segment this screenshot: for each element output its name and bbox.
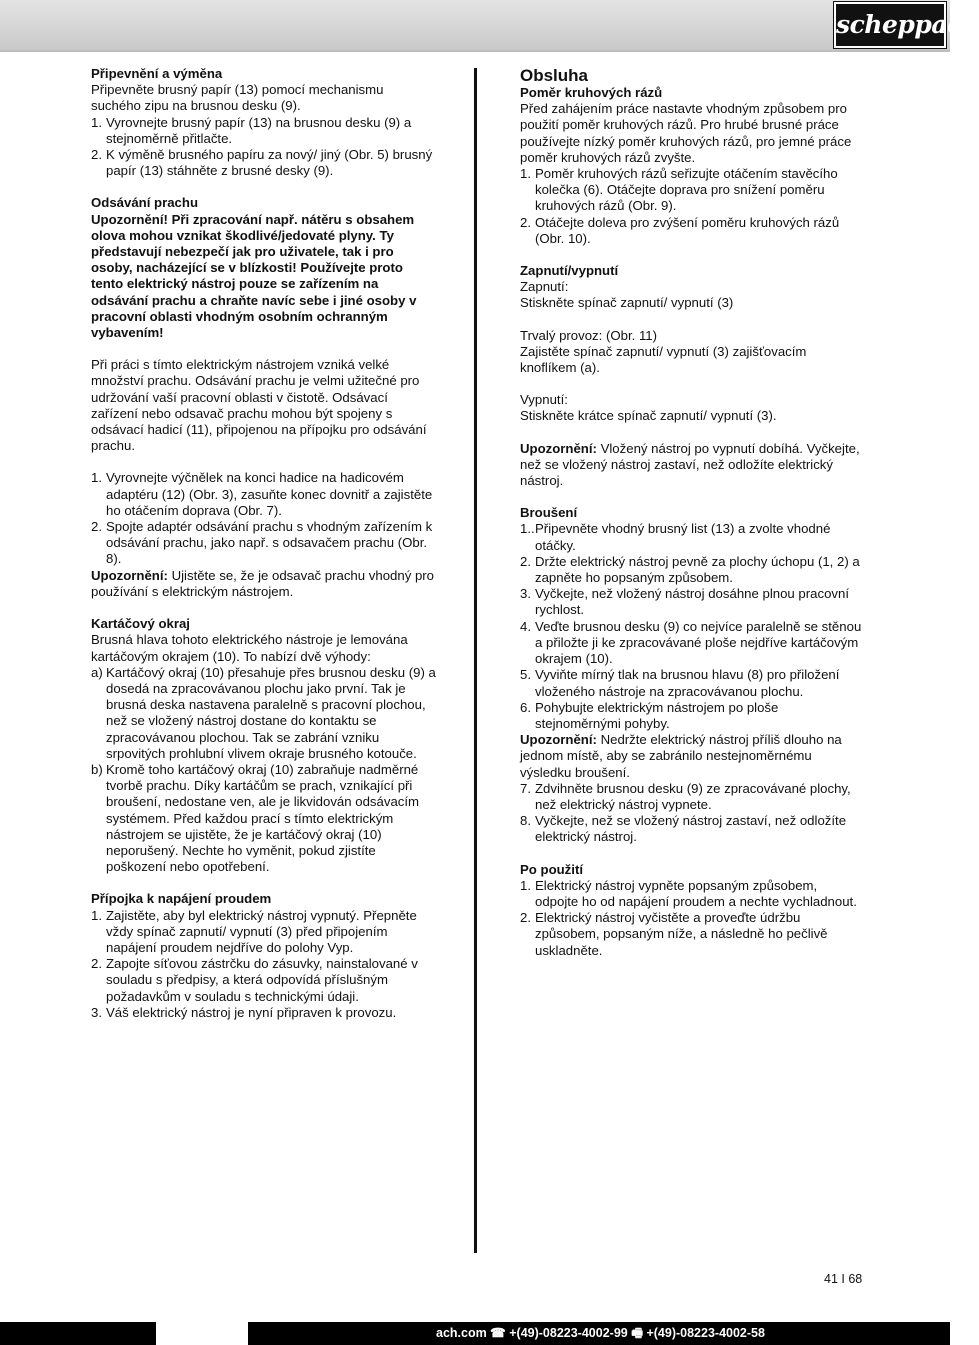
list-item: 2. Otáčejte doleva pro zvýšení poměru kruhových rázů (Obr. 10). [520,214,840,246]
list-item: 7. Zdvihněte brusnou desku (9) ze zpracovávané plochy, než elektrický nástroj vypnete. [520,780,851,812]
list-item: 4. Veďte brusnou desku (9) co nejvíce paralelně se stěnou a přiložte ji ke zpracovávané ploše nejdříve kartáčovým okrajem (10). [520,618,862,667]
numbered-list [91,908,436,1021]
section-title: Zapnutí/vypnutí [520,263,619,279]
list-item: 1. Vyrovnejte výčnělek na konci hadice na hadicovém adaptéru (12) (Obr. 3), zasuňte konec dovnitř a zajistěte ho otáčením doprava (Obr. 7). [91,470,433,518]
list-item: 1. Vyrovnejte brusný papír (13) na brusnou desku (9) a stejnoměrně přitlačte. [91,114,412,146]
paragraph: Zajistěte spínač zapnutí/ vypnutí (3) zajišťovacím knoflíkem (a). [520,343,807,376]
list-item: 1. Elektrický nástroj vypněte popsaným způsobem, odpojte ho od napájení proudem a nechte vychladnout. [520,877,857,909]
numbered-list [520,878,863,959]
paragraph: Trvalý provoz: (Obr. 11) [520,327,658,343]
section-title: Odsávání prachu [91,195,199,211]
list-item: 5. Vyviňte mírný tlak na brusnou hlavu (8) pro přiložení vloženého nástroje na zpracovávanou plochu. [520,667,840,699]
numbered-list [91,115,436,180]
paragraph: Stiskněte spínač zapnutí/ vypnutí (3) [520,295,734,311]
list-item: 2. Elektrický nástroj vyčistěte a proveďte údržbu způsobem, popsaným níže, a následně ho pečlivě uskladněte. [520,910,828,958]
paragraph: Při práci s tímto elektrickým nástrojem vzniká velké množství prachu. Odsávání prachu je velmi užitečné pro udržování vaší pracovní oblasti v čistotě. Odsávací zařízení nebo odsavač prachu mohou být spojeny s odsávací hadicí (11), připojenou na přípojku pro odsávání prachu. [91,357,427,454]
paragraph: Stiskněte krátce spínač zapnutí/ vypnutí (3). [520,408,777,424]
numbered-list [520,521,863,732]
column-divider [474,68,477,1253]
list-item: 8. Vyčkejte, než se vložený nástroj zastaví, než odložíte elektrický nástroj. [520,813,847,845]
list-item: a) Kartáčový okraj (10) přesahuje přes brusnou desku (9) a dosedá na zpracovávanou plochu jako první. Tak je brusná deska nastavena paralelně s pracovní plochou, než se vložený nástroj dostane do kontaktu se zpracovávanou plochou. Tak se zabrání vzniku srpovitých prohlubní vlivem okraje brusného kotouče. [91,664,436,761]
list-item: 1. Poměr kruhových rázů seřizujte otáčením stavěcího kolečka (6). Otáčejte doprava pro snížení poměru kruhových rázů (Obr. 9). [520,166,838,214]
paragraph: Vypnutí: [520,392,568,408]
list-item: 2. Spojte adaptér odsávání prachu s vhodným zařízením k odsávání prachu, jako např. s odsavačem prachu (Obr. 8). [91,519,433,567]
paragraph: Před zahájením práce nastavte vhodným způsobem pro použití poměr kruhových rázů. Pro hrubé brusné práce používejte nízký poměr kruhových rázů, pro jemné práce poměr kruhových rázů zvyšte. [520,101,852,165]
section-title: Připevnění a výměna [91,66,223,81]
numbered-list [91,470,436,567]
lettered-list [91,665,436,876]
list-item: 1.. Připevněte vhodný brusný list (13) a zvolte vhodné otáčky. [520,521,831,553]
page-header [0,0,979,52]
numbered-list [520,166,863,247]
list-item: 3. Váš elektrický nástroj je nyní připraven k provozu. [91,1004,397,1020]
section-title: Poměr kruhových rázů [520,85,663,100]
warning-paragraph: Upozornění! Při zpracování např. nátěru s obsahem olova mohou vznikat škodlivé/jedovaté plyny. Ty představují nebezpečí jak pro uživatele, tak i pro osoby, nacházející se v blízkosti! Používejte proto tento elektrický nástroj pouze se zařízením na odsávání prachu a chraňte navíc sebe i jiné osoby v pracovní oblasti vhodným osobním ochranným vybavením! [91,211,417,341]
note-paragraph: Upozornění: Nedržte elektrický nástroj příliš dlouho na jednom místě, aby se zabránilo nestejnoměrnému výsledku broušení. [520,732,842,780]
footer-block [156,1322,248,1345]
section-title: Broušení [520,505,578,521]
section-title: Přípojka k napájení proudem [91,891,272,907]
section-title: Kartáčový okraj [91,616,190,632]
list-item: 2. Zapojte síťovou zástrčku do zásuvky, nainstalované v souladu s předpisy, a která odpovídá příslušným požadavkům v souladu s technickými údaji. [91,956,418,1004]
list-item: 3. Vyčkejte, než vložený nástroj dosáhne plnou pracovní rychlost. [520,586,850,618]
paragraph: Zapnutí: [520,279,569,295]
note-paragraph: Upozornění: Vložený nástroj po vypnutí dobíhá. Vyčkejte, než se vložený nástroj zastaví, než odložíte elektrický nástroj. [520,440,860,489]
numbered-list [520,781,863,846]
contact-info: ach.com ☎ +(49)-08223-4002-99 🖷 +(49)-08223-4002-58 [436,1326,765,1340]
brand-logo: scheppach [834,2,946,48]
page-footer [0,1322,950,1345]
list-item: b) Kromě toho kartáčový okraj (10) zabraňuje nadměrné tvorbě prachu. Díky kartáčům se prach, vznikající při broušení, nedostane ven, ale je likvidován odsávacím systémem. Před každou prací s tímto elektrickým nástrojem se ujistěte, že je kartáčový okraj (10) neporušený. Nechte ho vyměnit, pokud zjistíte poškození nebo opotřebení. [91,761,420,875]
page-number: 41 I 68 [824,1272,863,1286]
list-item: 1. Zajistěte, aby byl elektrický nástroj vypnutý. Přepněte vždy spínač zapnutí/ vypnutí (3) před připojením napájení proudem nejdříve do polohy Vyp. [91,907,417,955]
list-item: 2. K výměně brusného papíru za nový/ jiný (Obr. 5) brusný papír (13) stáhněte z brusné desky (9). [91,147,433,179]
list-item: 2. Držte elektrický nástroj pevně za plochy úchopu (1, 2) a zapněte ho popsaným způsobem. [520,553,860,586]
paragraph: Připevněte brusný papír (13) pomocí mechanismu suchého zipu na brusnou desku (9). [91,82,384,114]
left-column [91,66,436,1021]
page-title: Obsluha [520,66,589,85]
paragraph: Brusná hlava tohoto elektrického nástroje je lemována kartáčovým okrajem (10). To nabízí dvě výhody: [91,632,408,664]
section-title: Po použití [520,861,583,877]
right-column [520,66,863,959]
note-paragraph: Upozornění: Ujistěte se, že je odsavač prachu vhodný pro používání s elektrickým nástrojem. [91,567,435,599]
list-item: 6. Pohybujte elektrickým nástrojem po ploše stejnoměrnými pohyby. [520,699,779,731]
